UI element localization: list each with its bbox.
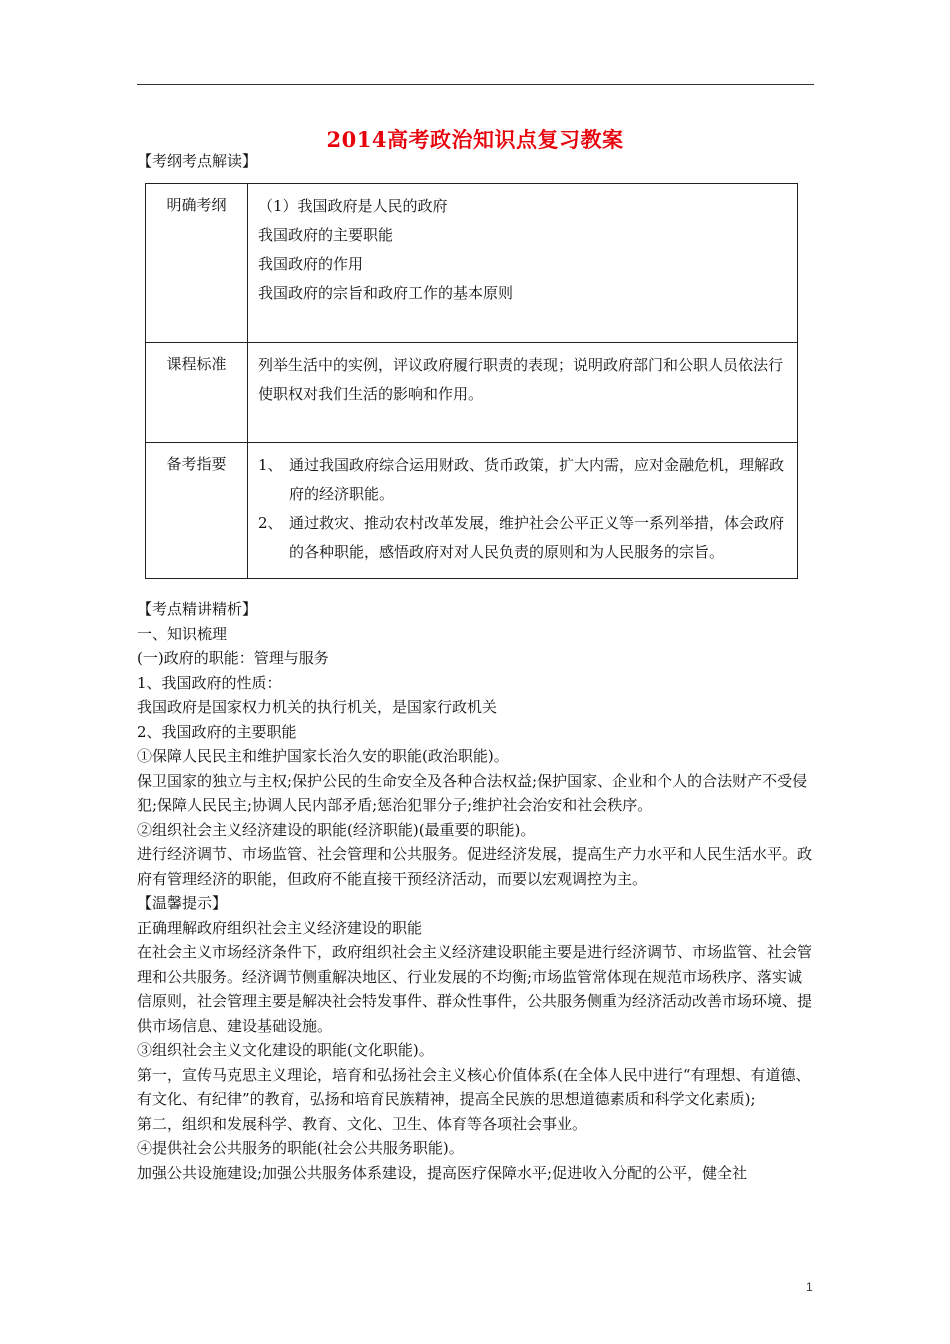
outline-line: 我国政府的作用: [258, 255, 364, 273]
page-number: 1: [806, 1280, 813, 1294]
paragraph: 我国政府是国家权力机关的执行机关，是国家行政机关: [137, 698, 498, 716]
paragraph: 正确理解政府组织社会主义经济建设的职能: [137, 918, 423, 937]
paragraph: (一)政府的职能：管理与服务: [137, 649, 329, 667]
paragraph: ②组织社会主义经济建设的职能(经济职能)(最重要的职能)。: [137, 820, 536, 839]
curriculum-text: 列举生活中的实例，评议政府履行职责的表现；说明政府部门和公职人员依法行使职权对我们生活的影响和作用。: [258, 356, 784, 403]
outline-line: （1）我国政府是人民的政府: [258, 197, 448, 215]
header-rule: [137, 84, 814, 85]
table-row: [146, 343, 798, 443]
paragraph: 保卫国家的独立与主权;保护公民的生命安全及各种合法权益;保护国家、企业和个人的合法财产不受侵犯;保障人民民主;协调人民内部矛盾;惩治犯罪分子;维护社会治安和社会秩序。: [137, 771, 808, 814]
guide-item-text: 通过救灾、推动农村改革发展，维护社会公平正义等一系列举措，体会政府的各种职能，感悟政府对对人民负责的原则和为人民服务的宗旨。: [289, 514, 785, 561]
outline-line: 我国政府的主要职能: [258, 226, 394, 244]
paragraph: ③组织社会主义文化建设的职能(文化职能)。: [137, 1041, 434, 1059]
paragraph: ①保障人民民主和维护国家长治久安的职能(政治职能)。: [137, 747, 509, 765]
paragraph: 进行经济调节、市场监管、社会管理和公共服务。促进经济发展，提高生产力水平和人民生活水平。政府有管理经济的职能，但政府不能直接干预经济活动，而要以宏观调控为主。: [137, 845, 813, 888]
guide-item-text: 通过我国政府综合运用财政、货币政策，扩大内需，应对金融危机，理解政府的经济职能。: [289, 456, 785, 503]
guide-item-number: 2、: [258, 514, 283, 532]
guide-item: [258, 451, 789, 509]
row-label: 备考指要: [146, 443, 248, 579]
paragraph: 2、我国政府的主要职能: [137, 722, 297, 741]
guide-item: [258, 509, 789, 567]
paragraph: 第一，宣传马克思主义理论，培育和弘扬社会主义核心价值体系(在全体人民中进行“有理想、有道德、有文化、有纪律”的教育，弘扬和培育民族精神，提高全民族的思想道德素质和科学文化素质);: [137, 1065, 811, 1108]
outline-line: 我国政府的宗旨和政府工作的基本原则: [258, 284, 514, 302]
section-heading-outline: 【考纲考点解读】: [137, 152, 258, 170]
paragraph: 第二，组织和发展科学、教育、文化、卫生、体育等各项社会事业。: [137, 1114, 588, 1133]
table-row: [146, 443, 798, 579]
section-heading-analysis: 【考点精讲精析】: [137, 600, 258, 618]
paragraph: 在社会主义市场经济条件下，政府组织社会主义经济建设职能主要是进行经济调节、市场监管、社会管理和公共服务。经济调节侧重解决地区、行业发展的不均衡;市场监管常体现在规范市场秩序、落实诚信原则，社会管理主要是解决社会特发事件、群众性事件，公共服务侧重为经济活动改善市场环境、提供市场信息、建设基础设施。: [137, 943, 813, 1035]
paragraph: ④提供社会公共服务的职能(社会公共服务职能)。: [137, 1139, 464, 1157]
row-content: [248, 443, 798, 579]
row-content: [248, 343, 798, 443]
guide-item-number: 1、: [258, 456, 283, 474]
row-label: 明确考纲: [146, 184, 248, 343]
paragraph: 一、知识梳理: [137, 624, 228, 643]
document-title: 2014高考政治知识点复习教案: [326, 127, 624, 152]
body-text: [137, 597, 817, 1185]
paragraph: 1、我国政府的性质：: [137, 673, 282, 692]
table-row: [146, 184, 798, 343]
row-content: [248, 184, 798, 343]
exam-outline-table: [145, 183, 798, 579]
section-heading-tip: 【温馨提示】: [137, 894, 228, 912]
row-label: 课程标准: [146, 343, 248, 443]
paragraph: 加强公共设施建设;加强公共服务体系建设，提高医疗保障水平;促进收入分配的公平，健全社: [137, 1163, 748, 1182]
